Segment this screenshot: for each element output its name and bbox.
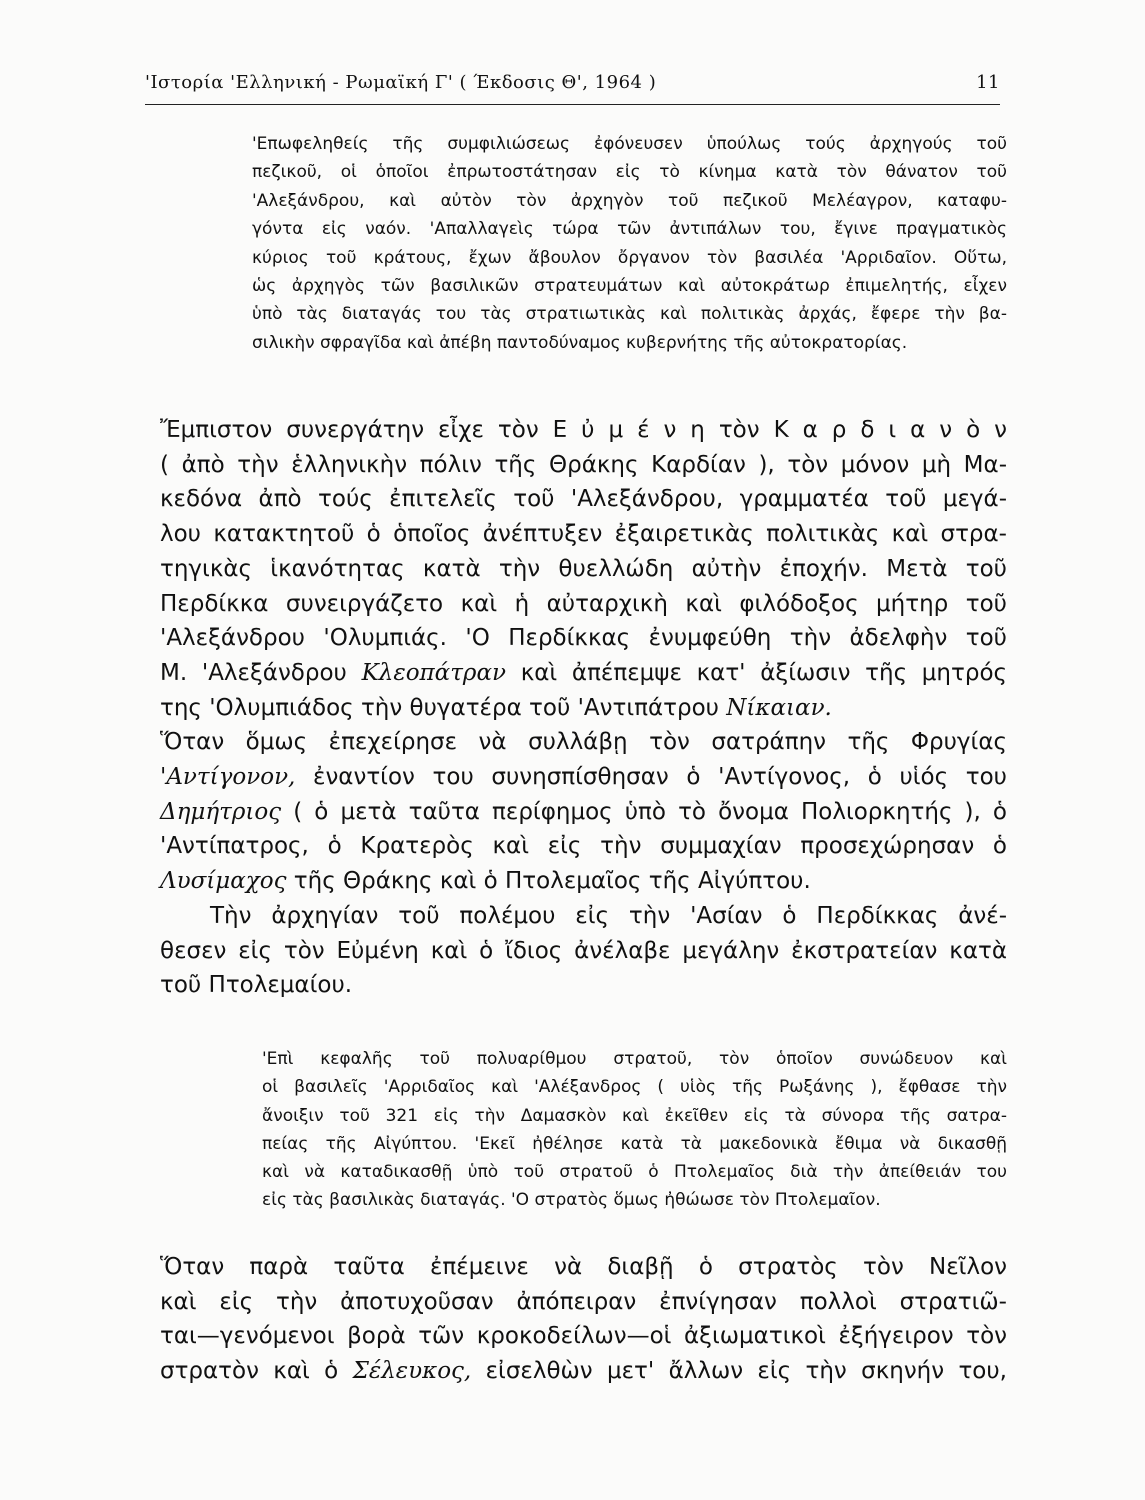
italic-name: Κλεοπάτραν — [361, 659, 506, 686]
italic-name: Σέλευκος, — [352, 1358, 472, 1385]
running-header — [145, 72, 1000, 93]
text-line: τηγικὰς ἱκανότητας κατὰ τὴν θυελλώδη αὐτὴν ἐποχήν. Μετὰ τοῦ — [160, 555, 1007, 582]
text-line: κεδόνα ἀπὸ τούς ἐπιτελεῖς τοῦ 'Αλεξάνδρου, γραμματέα τοῦ μεγά- — [160, 486, 1007, 513]
text-line: γόντα εἰς ναόν. 'Απαλλαγεὶς τώρα τῶν ἀντιπάλων του, ἔγινε πραγματικὸς — [252, 219, 1007, 240]
text-line: ὡς ἀρχηγὸς τῶν βασιλικῶν στρατευμάτων καὶ αὐτοκράτωρ ἐπιμελητής, εἶχεν — [252, 276, 1007, 297]
text-line: 'Αντίπατρος, ὁ Κρατερὸς καὶ εἰς τὴν συμμαχίαν προσεχώρησαν ὁ — [160, 833, 1007, 860]
text-line: 'Αλεξάνδρου, καὶ αὐτὸν τὸν ἀρχηγὸν τοῦ πεζικοῦ Μελέαγρον, καταφυ- — [252, 190, 1007, 211]
italic-name: Δημήτριος — [160, 798, 282, 825]
italic-name: 'Αντίγονον, — [160, 764, 296, 791]
text-fragment: καὶ ἀπέπεμψε κατ' ἀξίωσιν τῆς μητρός — [520, 659, 1008, 686]
text-line: κύριος τοῦ κράτους, ἔχων ἄβουλον ὄργανον τὸν βασιλέα 'Αρριδαῖον. Οὕτω, — [252, 247, 1007, 268]
text-line: πεζικοῦ, οἱ ὁποῖοι ἐπρωτοστάτησαν εἰς τὸ κίνημα κατὰ τὸν θάνατον τοῦ — [252, 162, 1007, 183]
text-fragment: εἰσελθὼν μετ' ἄλλων εἰς τὴν σκηνήν του, — [485, 1358, 1007, 1385]
text-line: σιλικὴν σφραγῖδα καὶ ἀπέβη παντοδύναμος κυβερνήτης τῆς αὐτοκρατορίας. — [252, 332, 908, 353]
text-line: 'Επὶ κεφαλῆς τοῦ πολυαρίθμου στρατοῦ, τὸν ὁποῖον συνώδευον καὶ — [262, 1049, 1007, 1069]
text-line: Ἔμπιστον συνεργάτην εἶχε τὸν Ε ὐ μ έ ν η τὸν Κ α ρ δ ι α ν ὸ ν — [160, 417, 1007, 443]
text-fragment: τῆς Θράκης καὶ ὁ Πτολεμαῖος τῆς Αἰγύπτου. — [293, 868, 811, 895]
text-line: Ὅταν παρὰ ταῦτα ἐπέμεινε νὰ διαβῇ ὁ στρατὸς τὸν Νεῖλον — [160, 1254, 1007, 1280]
text-line — [160, 1354, 1007, 1389]
text-fragment: ( ὁ μετὰ ταῦτα περίφημος ὑπὸ τὸ ὄνομα Πολιορκητής ), ὁ — [293, 798, 1008, 825]
text-fragment: ἐναντίον του συνησπίσθησαν ὁ 'Αντίγονος, ὁ υἱός του — [313, 764, 1007, 791]
text-line: 'Αλεξάνδρου 'Ολυμπιάς. 'Ο Περδίκκας ἐνυμφεύθη τὴν ἀδελφὴν τοῦ — [160, 625, 1007, 652]
text-line: λου κατακτητοῦ ὁ ὁποῖος ἀνέπτυξεν ἐξαιρετικὰς πολιτικὰς καὶ στρα- — [160, 521, 1007, 548]
small-print-paragraph-2 — [262, 1045, 1007, 1215]
text-line: εἰς τὰς βασιλικὰς διαταγάς. 'Ο στρατὸς ὅμως ἠθώωσε τὸν Πτολεμαῖον. — [262, 1190, 881, 1211]
main-text-section-2 — [160, 1250, 1007, 1389]
main-text-section — [160, 413, 1007, 1003]
text-fragment: Μ. 'Αλεξάνδρου — [160, 659, 347, 686]
text-line: ( ἀπὸ τὴν ἑλληνικὴν πόλιν τῆς Θράκης Καρδίαν ), τὸν μόνον μὴ Μα- — [160, 451, 1007, 478]
text-line: καὶ νὰ καταδικασθῇ ὑπὸ τοῦ στρατοῦ ὁ Πτολεμαῖος διὰ τὴν ἀπείθειάν του — [262, 1162, 1007, 1183]
text-line: ὑπὸ τὰς διαταγάς του τὰς στρατιωτικὰς καὶ πολιτικὰς ἀρχάς, ἔφερε τὴν βα- — [252, 304, 1007, 325]
italic-name: Λυσίμαχος — [160, 868, 287, 895]
text-line — [160, 656, 1007, 691]
text-line: Τὴν ἀρχηγίαν τοῦ πολέμου εἰς τὴν 'Ασίαν ὁ Περδίκκας ἀνέ- — [210, 902, 1007, 929]
small-print-paragraph-1 — [252, 130, 1007, 357]
text-fragment: στρατὸν καὶ ὁ — [160, 1358, 339, 1385]
text-line — [160, 795, 1007, 830]
header-title: 'Ιστορία 'Ελληνική - Ρωμαϊκή Γ' ( Έκδοσις Θ', 1964 ) — [145, 72, 657, 93]
header-rule — [145, 104, 1000, 105]
text-line: ται—γενόμενοι βορὰ τῶν κροκοδείλων—οἱ ἀξιωματικοὶ ἐξήγειρον τὸν — [160, 1323, 1007, 1350]
text-line: θεσεν εἰς τὸν Εὐμένη καὶ ὁ ἴδιος ἀνέλαβε μεγάλην ἐκστρατείαν κατὰ — [160, 937, 1007, 964]
text-line: Περδίκκα συνειργάζετο καὶ ἡ αὐταρχικὴ καὶ φιλόδοξος μήτηρ τοῦ — [160, 590, 1007, 617]
text-line: πείας τῆς Αἰγύπτου. 'Εκεῖ ἠθέλησε κατὰ τὰ μακεδονικὰ ἔθιμα νὰ δικασθῇ — [262, 1133, 1007, 1154]
text-line: ἄνοιξιν τοῦ 321 εἰς τὴν Δαμασκὸν καὶ ἐκεῖθεν εἰς τὰ σύνορα τῆς σατρα- — [262, 1105, 1007, 1126]
page-number: 11 — [976, 72, 1000, 93]
text-line: 'Επωφεληθείς τῆς συμφιλιώσεως ἐφόνευσεν ὑπούλως τούς ἀρχηγούς τοῦ — [252, 134, 1007, 154]
text-line: καὶ εἰς τὴν ἀποτυχοῦσαν ἀπόπειραν ἐπνίγησαν πολλοὶ στρατιῶ- — [160, 1288, 1007, 1315]
text-fragment: της 'Ολυμπιάδος τὴν θυγατέρα τοῦ 'Αντιπάτρου — [160, 694, 719, 721]
text-line — [160, 691, 1007, 726]
italic-name: Νίκαιαν. — [726, 694, 832, 721]
text-line — [160, 760, 1007, 795]
text-line: τοῦ Πτολεμαίου. — [160, 972, 353, 999]
text-line: Ὅταν ὅμως ἐπεχείρησε νὰ συλλάβῃ τὸν σατράπην τῆς Φρυγίας — [160, 729, 1007, 756]
text-line: οἱ βασιλεῖς 'Αρριδαῖος καὶ 'Αλέξανδρος ( υἱὸς τῆς Ρωξάνης ), ἔφθασε τὴν — [262, 1077, 1007, 1098]
text-line — [160, 864, 1007, 899]
